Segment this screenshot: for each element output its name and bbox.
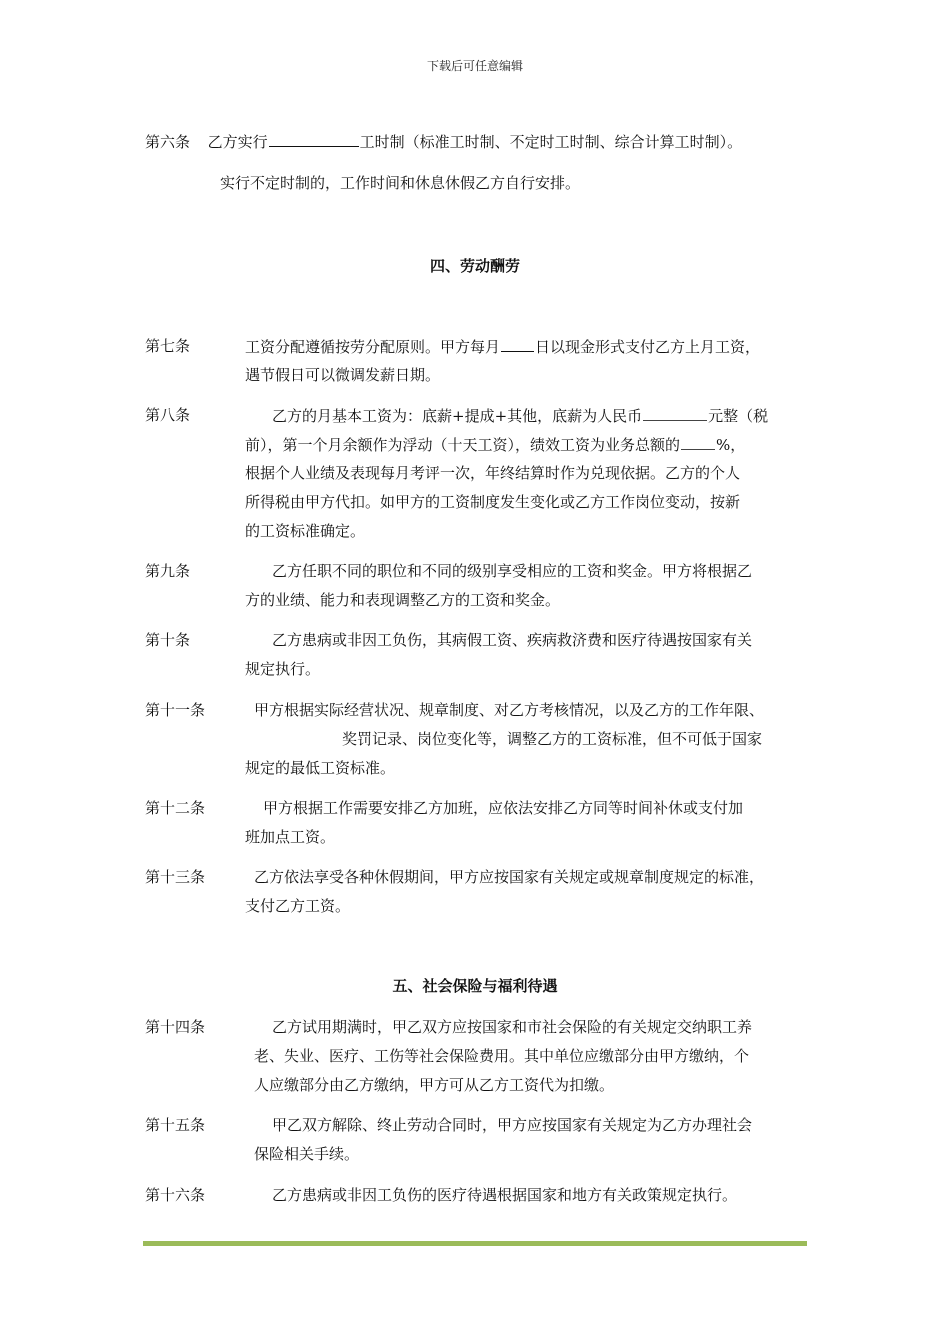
- article-8-line-3: 根据个人业绩及表现每月考评一次，年终结算时作为兑现依据。乙方的个人: [245, 464, 741, 482]
- article-12-line-2: 班加点工资。: [245, 828, 336, 846]
- article-15-label: 第十五条: [145, 1116, 206, 1134]
- article-8-text: 乙方的月基本工资为：底薪+提成+其他，底薪为人民币: [272, 407, 643, 425]
- article-7-line-1: [245, 336, 760, 357]
- article-15-line-2: 保险相关手续。: [254, 1145, 360, 1163]
- article-10-line-1: 乙方患病或非因工负伤，其病假工资、疾病救济费和医疗待遇按国家有关: [272, 631, 753, 649]
- article-13-line-2: 支付乙方工资。: [245, 897, 351, 915]
- article-7-text: 工资分配遵循按劳分配原则。甲方每月: [245, 338, 501, 356]
- section-title: 五、社会保险与福利待遇: [392, 977, 558, 995]
- article-14-line-2: 老、失业、医疗、工伤等社会保险费用。其中单位应缴部分由甲方缴纳，个: [254, 1047, 750, 1065]
- article-16-label: 第十六条: [145, 1186, 206, 1204]
- article-11-line-1: 甲方根据实际经营状况、规章制度、对乙方考核情况，以及乙方的工作年限、: [254, 701, 765, 719]
- article-6-line-2: 实行不定时制的，工作时间和休息休假乙方自行安排。: [220, 174, 581, 192]
- article-8-text: 元整（税: [708, 407, 769, 425]
- article-11-line-3: 规定的最低工资标准。: [245, 759, 396, 777]
- article-12-label: 第十二条: [145, 799, 206, 817]
- article-9-line-1: 乙方任职不同的职位和不同的级别享受相应的工资和奖金。甲方将根据乙: [272, 562, 753, 580]
- article-7-line-2: 遇节假日可以微调发薪日期。: [245, 366, 441, 384]
- article-7-label: 第七条: [145, 337, 191, 355]
- article-8-line-4: 所得税由甲方代扣。如甲方的工资制度发生变化或乙方工作岗位变动，按新: [245, 493, 741, 511]
- article-12-line-1: 甲方根据工作需要安排乙方加班，应依法安排乙方同等时间补休或支付加: [263, 799, 744, 817]
- article-6-line-1: [145, 131, 742, 152]
- blank-base-salary[interactable]: [643, 405, 707, 421]
- section-title: 四、劳动酬劳: [429, 257, 520, 275]
- article-15-line-1: 甲乙双方解除、终止劳动合同时，甲方应按国家有关规定为乙方办理社会: [272, 1116, 753, 1134]
- article-11-label: 第十一条: [145, 701, 206, 719]
- article-14-line-3: 人应缴部分由乙方缴纳，甲方可从乙方工资代为扣缴。: [254, 1076, 615, 1094]
- article-6-text: 工时制（标准工时制、不定时工时制、综合计算工时制）。: [359, 133, 743, 151]
- article-13-line-1: 乙方依法享受各种休假期间，甲方应按国家有关规定或规章制度规定的标准，: [254, 868, 765, 886]
- article-14-line-1: 乙方试用期满时，甲乙双方应按国家和市社会保险的有关规定交纳职工养: [272, 1018, 753, 1036]
- blank-pay-day[interactable]: [501, 336, 534, 352]
- article-8-line-1: [272, 405, 768, 426]
- article-11-line-2: 奖罚记录、岗位变化等，调整乙方的工资标准，但不可低于国家: [342, 730, 763, 748]
- article-13-label: 第十三条: [145, 868, 206, 886]
- header-note: 下载后可任意编辑: [426, 59, 523, 73]
- article-8-text: %，: [716, 436, 746, 454]
- article-14-label: 第十四条: [145, 1018, 206, 1036]
- article-8-line-5: 的工资标准确定。: [245, 522, 366, 540]
- article-6-label: 第六条: [145, 133, 191, 151]
- article-6-text: 乙方实行: [207, 133, 268, 151]
- article-8-line-2: [245, 434, 745, 455]
- article-10-line-2: 规定执行。: [245, 660, 321, 678]
- footer-divider: [143, 1241, 807, 1246]
- article-9-label: 第九条: [145, 562, 191, 580]
- article-7-text: 日以现金形式支付乙方上月工资，: [535, 338, 761, 356]
- article-16-line-1: 乙方患病或非因工负伤的医疗待遇根据国家和地方有关政策规定执行。: [272, 1186, 738, 1204]
- article-10-label: 第十条: [145, 631, 191, 649]
- article-9-line-2: 方的业绩、能力和表现调整乙方的工资和奖金。: [245, 591, 561, 609]
- article-8-text: 前），第一个月余额作为浮动（十天工资），绩效工资为业务总额的: [245, 436, 681, 454]
- blank-commission-rate[interactable]: [681, 434, 715, 450]
- blank-work-hours[interactable]: [269, 131, 359, 147]
- article-8-label: 第八条: [145, 406, 191, 424]
